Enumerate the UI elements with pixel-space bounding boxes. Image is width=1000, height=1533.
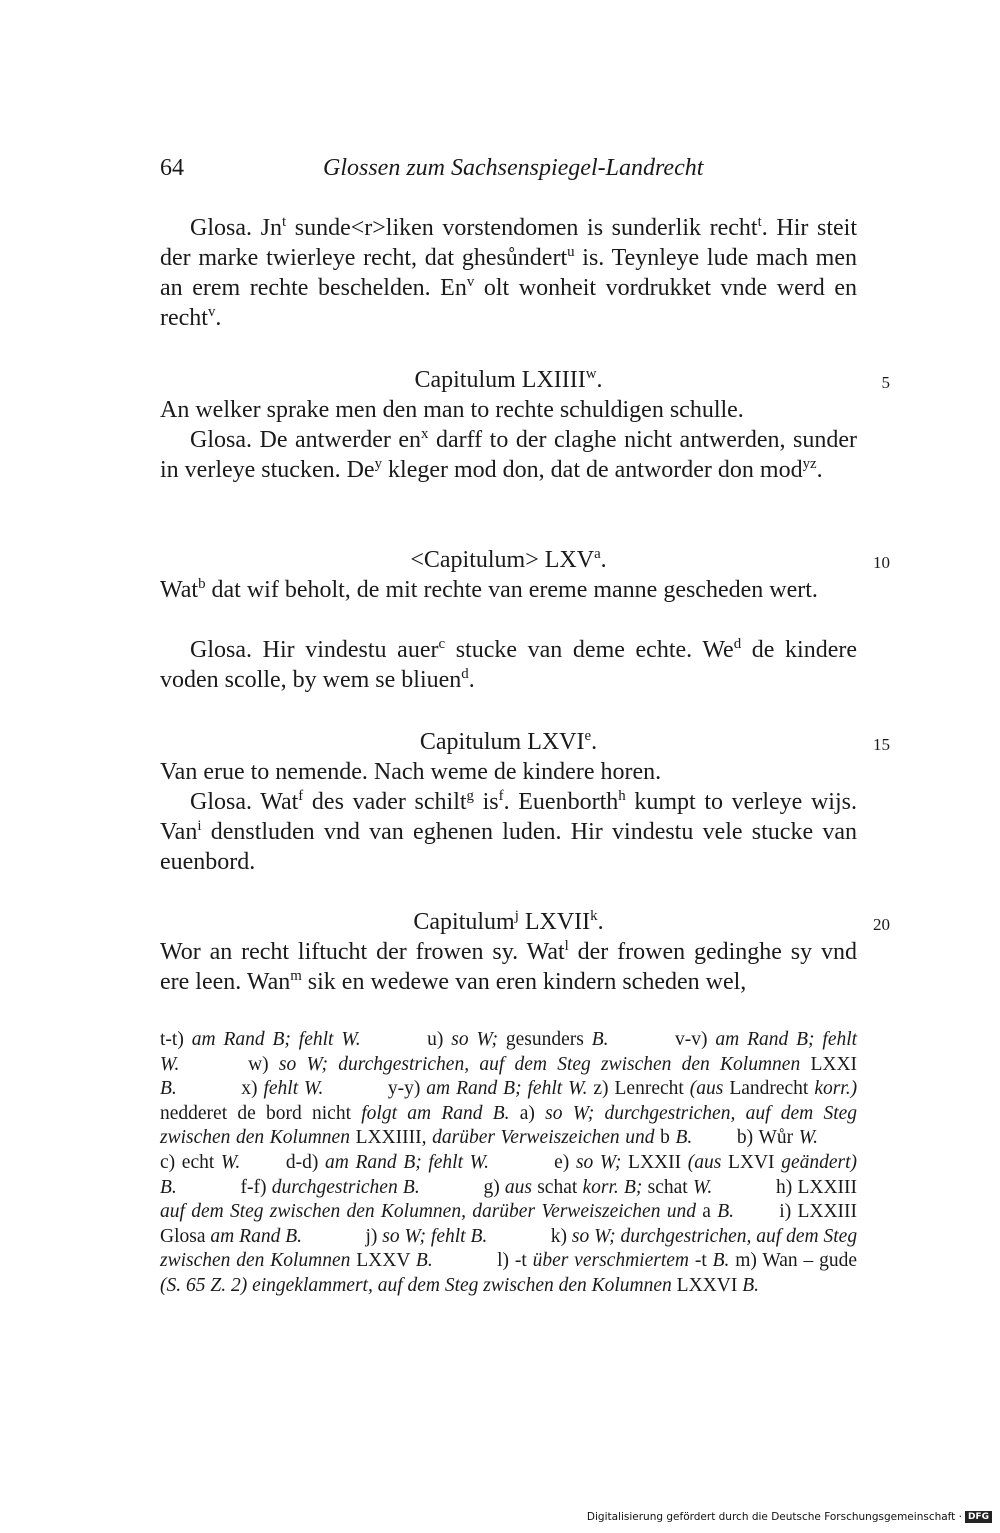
line-number-20: 20 [873, 915, 890, 934]
footnote-u: u) so W; gesunders B. [427, 1029, 609, 1050]
footnote-c: c) echt W. [160, 1151, 241, 1173]
chapter-summary-lxvii: Wor an recht liftucht der frowen sy. Wat$^l$ der frowen gedinghe sy vnd ere leen. Wan$^m$ sik en wedewe van eren kindern scheden wel, [160, 938, 857, 995]
footnote-z: z) Lenrecht (aus Landrecht korr.) nedderet de bord nicht folgt am Rand B. [160, 1078, 858, 1124]
footnote-g: g) aus schat korr. B; schat W. [483, 1176, 713, 1198]
footnote-l: l) -t über verschmiertem -t B. [497, 1250, 730, 1272]
chapter-heading-lxiiii: Capitulum LXIIII$^w$. [414, 366, 603, 393]
line-number-15: 15 [873, 735, 890, 754]
footnote-x: x) fehlt W. [241, 1078, 324, 1100]
chapter-summary-lxiiii: An welker sprake men den man to rechte schuldigen schulle. [160, 397, 744, 423]
footnote-w: w) so W; durchgestrichen, auf dem Steg zwischen den Kolumnen LXXI B. [160, 1053, 858, 1100]
paragraph-glosa-2: Glosa. De antwerder $en^x$ darff to der claghe nicht antwerden, sunder in verleye stucken. De$^y$ kleger mod don, dat de antworder don mod$^{yz}$. [160, 426, 857, 483]
footnote-e: e) so W; LXXII (aus LXVI geändert) B. [160, 1151, 858, 1198]
chapter-summary-lxvi: Van erue to nemende. Nach weme de kindere horen. [160, 759, 662, 785]
paragraph-glosa-3: Glosa. Hir vindestu auer$^c$ stucke van deme echte. We$^d$ de kindere voden scolle, by wem se bliuen$^d$. [160, 636, 858, 693]
page-number: 64 [160, 155, 184, 181]
dfg-logo: DFG [965, 1511, 992, 1523]
footnote-v: v-v) am Rand B; fehlt W. [160, 1029, 858, 1075]
chapter-summary-lxv: Wat$^b$ dat wif beholt, de mit rechte van ereme manne gescheden wert. [160, 576, 818, 603]
footnote-f: f-f) durchgestrichen B. [240, 1176, 420, 1198]
footnote-m: m) Wan – gude (S. 65 Z. 2) eingeklammert, auf dem Steg zwischen den Kolumnen LXXVI B. [160, 1250, 857, 1296]
credit-text: Digitalisierung gefördert durch die Deutsche Forschungsgemeinschaft · [586, 1511, 962, 1523]
chapter-heading-lxvi: Capitulum LXVIe. [419, 728, 598, 755]
paragraph-glosa-1: Glosa. Jn$^t$ sunde<r>liken vorstendomen is sunderlik recht$^t$. Hir steit der marke twierleye recht, dat ghesůndert$^u$ is. Teynleye lude mach men an erem rechte beschelden. En$^v$ olt wonheit vordrukket vnde werd en recht$^v$. [160, 214, 858, 331]
footnote-y: y-y) am Rand B; fehlt W. [387, 1078, 588, 1100]
chapter-heading-lxv: <Capitulum> $LXV^a$. [410, 546, 607, 573]
running-title: Glossen zum Sachsenspiegel-Landrecht [323, 155, 704, 181]
footnote-k: k) so W; durchgestrichen, auf dem Steg zwischen den Kolumnen LXXV B. [160, 1225, 858, 1272]
footnote-a: a) so W; durchgestrichen, auf dem Steg zwischen den Kolumnen LXXIIII, darüber Verweiszeichen und b B. [160, 1102, 858, 1149]
chapter-heading-lxvii: Capitulum$^j$ LXVII$^k$. [413, 908, 604, 935]
digitization-credit [587, 1511, 992, 1523]
footnote-b: b) Wůr W. [736, 1127, 819, 1149]
footnote-h: h) LXXIII auf dem Steg zwischen den Kolumnen, darüber Verweiszeichen und a B. [160, 1176, 858, 1223]
footnote-i: i) LXXIII Glosa am Rand B. [160, 1201, 858, 1247]
footnote-j: j) so W; fehlt B. [365, 1225, 488, 1247]
line-number-5: 5 [881, 373, 890, 392]
footnote-d: d-d) am Rand B; fehlt W. [285, 1151, 489, 1173]
line-number-10: 10 [873, 553, 890, 572]
footnote-t: t-t) am Rand B; fehlt W. [160, 1029, 361, 1050]
footnote-apparatus [160, 1028, 857, 1299]
paragraph-glosa-4: Glosa. Wat$^f$ des vader schilt$^g$ $is^f$. Euenborth$^h$ kumpt to verleye wijs. Van$^i$ denstluden vnd van eghenen luden. Hir vindestu vele stucke van euenbord. [160, 788, 857, 875]
